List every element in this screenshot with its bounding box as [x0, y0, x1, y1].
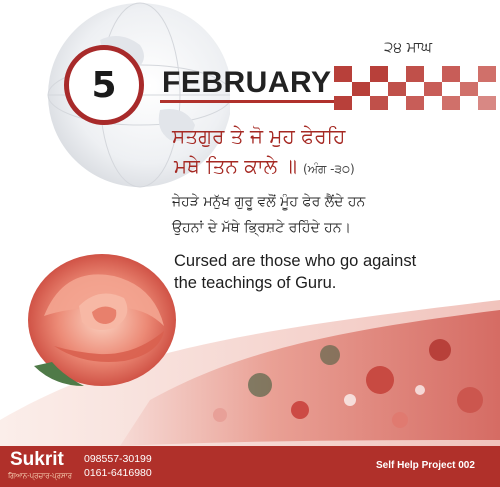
phone-number-1: 098557-30199: [84, 453, 152, 465]
english-meaning-line-2: the teachings of Guru.: [174, 274, 337, 292]
checker-pattern: [334, 66, 496, 112]
rose-image: [14, 236, 190, 400]
phone-number-2: 0161-6416980: [84, 467, 152, 479]
verse-reference: (ਅੰਗ -੩੦): [303, 162, 355, 176]
verse-line-2: [174, 154, 355, 178]
date-circle: [64, 45, 144, 125]
punjabi-date: ੨੪ ਮਾਘ: [384, 38, 433, 56]
header-underline: [160, 100, 336, 103]
punjabi-meaning-line-1: ਜੇਹੜੇ ਮਨੁੱਖ ਗੁਰੂ ਵਲੋਂ ਮੂੰਹ ਫੇਰ ਲੈਂਦੇ ਹਨ: [172, 194, 366, 210]
day-number: 5: [91, 64, 117, 106]
english-meaning-line-1: Cursed are those who go against: [174, 252, 417, 270]
brand-logo: Sukrit: [10, 449, 64, 470]
punjabi-meaning-line-2: ਉਹਨਾਂ ਦੇ ਮੱਥੇ ਭ੍ਰਿਸ਼ਟੇ ਰਹਿੰਦੇ ਹਨ।: [172, 220, 351, 236]
verse-line-2-text: ਮਥੇ ਤਿਨ ਕਾਲੇ ॥: [174, 154, 298, 178]
verse-line-1: ਸਤਗੁਰ ਤੇ ਜੋ ਮੁਹ ਫੇਰਹਿ: [172, 124, 346, 148]
project-label: Self Help Project 002: [376, 460, 475, 471]
month-name: FEBRUARY: [162, 66, 332, 99]
brand-subtitle: ਗਿਆਨ-ਪ੍ਰਚਾਰ-ਪ੍ਰਸਾਰ: [8, 472, 72, 480]
